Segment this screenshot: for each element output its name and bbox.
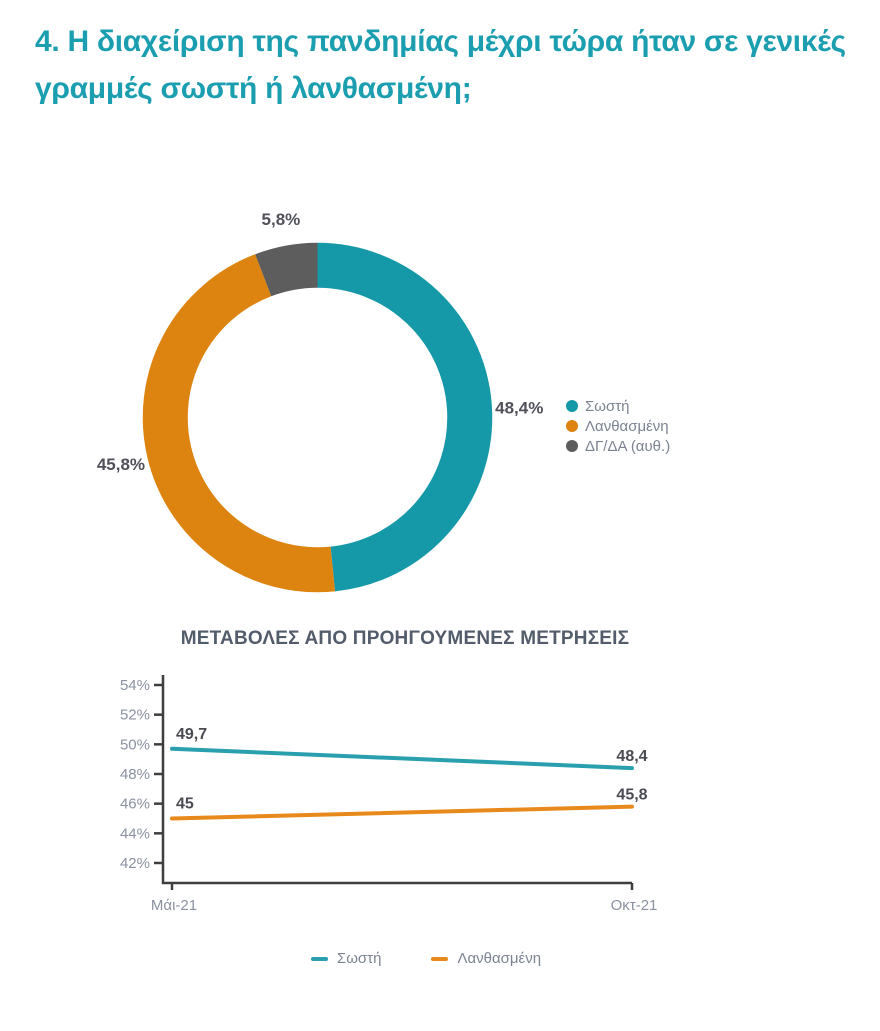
- line-chart-legend: [0, 950, 866, 967]
- legend-dash-wrong-icon: [431, 957, 448, 961]
- legend-dot-dontknow-icon: [566, 440, 578, 452]
- y-tick-label: 52%: [119, 706, 150, 724]
- y-tick-label: 46%: [119, 795, 150, 813]
- y-tick-label: 54%: [119, 677, 150, 694]
- line-chart-title: ΜΕΤΑΒΟΛΕΣ ΑΠΟ ΠΡΟΗΓΟΥΜΕΝΕΣ ΜΕΤΡΗΣΕΙΣ: [180, 628, 630, 649]
- series-line-1: [172, 807, 632, 819]
- legend-item-wrong: [566, 416, 670, 436]
- donut-slice-value-label: 5,8%: [261, 209, 301, 229]
- donut-chart: [96, 190, 544, 630]
- data-point-label: 48,4: [616, 748, 648, 766]
- legend-label-wrong: Λανθασμένη: [585, 417, 669, 435]
- legend-dot-wrong-icon: [566, 420, 578, 432]
- donut-slice-2: [263, 265, 317, 275]
- x-tick-label: Μάι-21: [150, 897, 198, 914]
- x-tick-label: Οκτ-21: [610, 897, 658, 914]
- donut-slice-value-label: 48,4%: [495, 398, 544, 418]
- legend-label-correct: Σωστή: [585, 397, 630, 415]
- data-point-label: 45,8: [616, 786, 648, 804]
- legend-dot-correct-icon: [566, 400, 578, 412]
- legend-item-correct-line: [311, 950, 382, 967]
- donut-slice-value-label: 45,8%: [96, 455, 146, 475]
- y-tick-label: 42%: [119, 854, 150, 872]
- legend-item-wrong-line: [431, 950, 541, 967]
- line-chart-svg: [0, 660, 880, 920]
- data-point-label: 49,7: [176, 725, 208, 743]
- axes: [163, 675, 632, 883]
- legend-dash-correct-icon: [311, 957, 328, 961]
- donut-legend: [566, 396, 670, 456]
- donut-slice-0: [318, 265, 470, 569]
- legend-label-dontknow: ΔΓ/ΔΑ (αυθ.): [585, 437, 671, 455]
- donut-slice-1: [165, 275, 333, 570]
- line-chart: [0, 660, 880, 920]
- legend-item-dontknow: [566, 436, 670, 456]
- series-line-0: [172, 749, 632, 768]
- y-tick-label: 48%: [119, 765, 150, 783]
- y-tick-label: 50%: [119, 736, 150, 754]
- legend-label-wrong-line: Λανθασμένη: [457, 950, 542, 967]
- y-tick-label: 44%: [119, 825, 150, 843]
- legend-label-correct-line: Σωστή: [336, 950, 382, 967]
- donut-chart-svg: [96, 190, 544, 630]
- legend-item-correct: [566, 396, 670, 416]
- page-title: 4. Η διαχείριση της πανδημίας μέχρι τώρα ήταν σε γενικές γραμμές σωστή ή λανθασμένη;: [35, 25, 846, 105]
- data-point-label: 45: [176, 795, 194, 813]
